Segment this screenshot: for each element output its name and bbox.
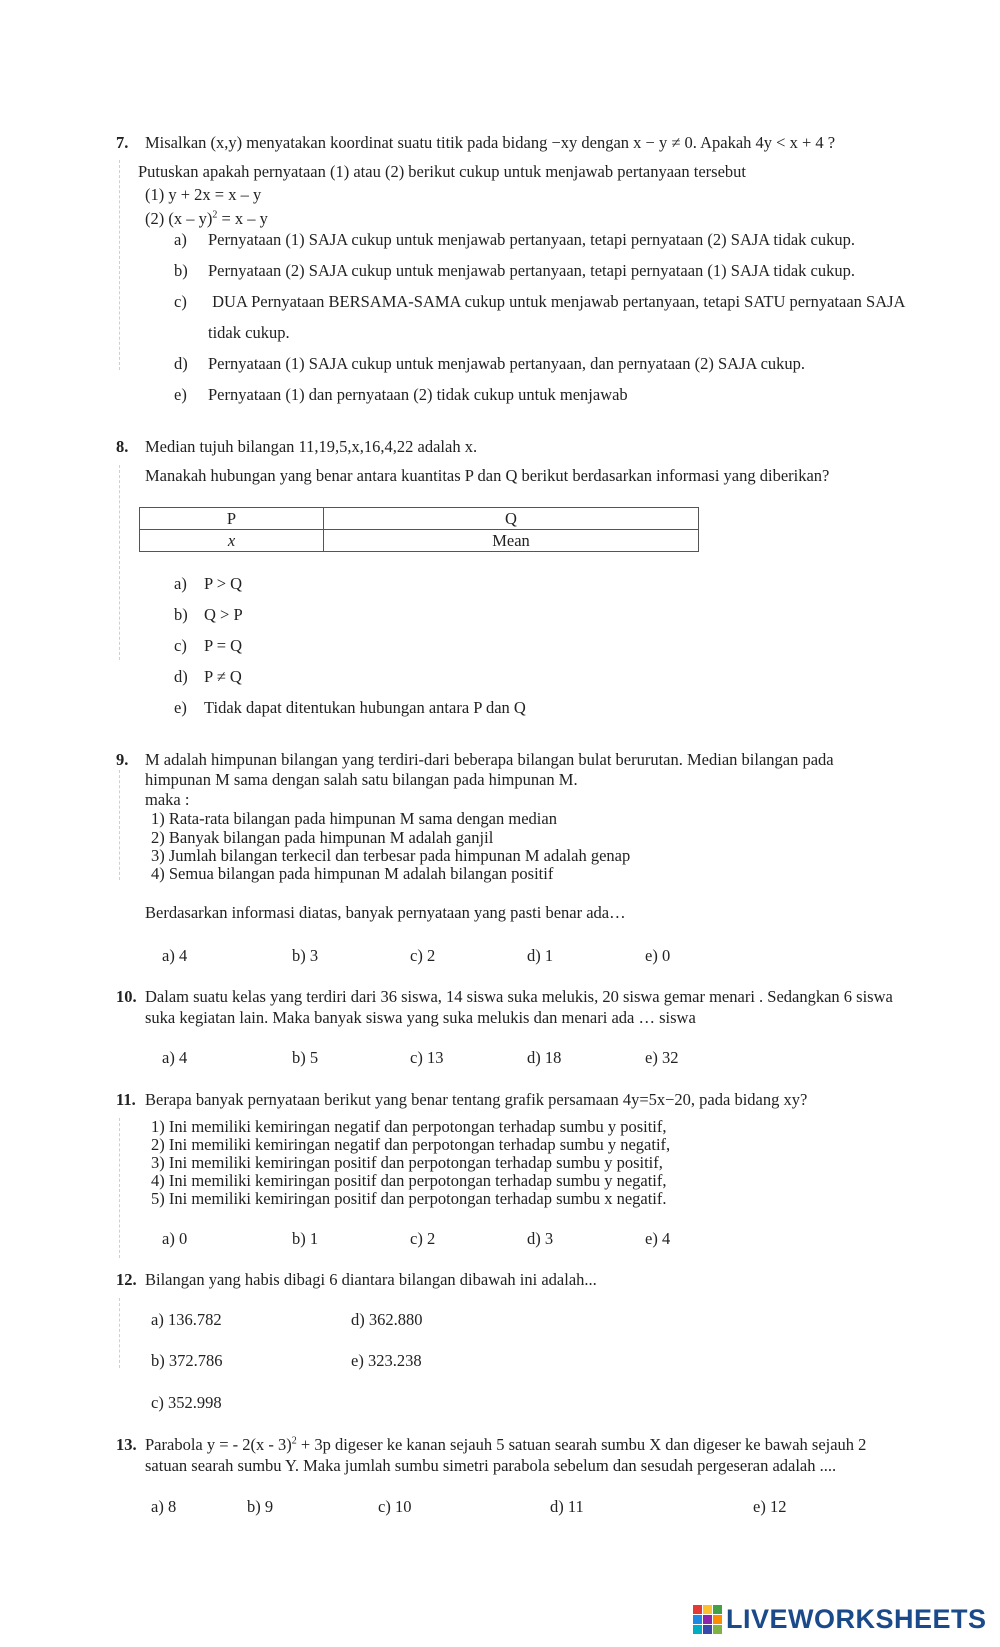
option-d[interactable]: d) P ≠ Q — [174, 667, 242, 686]
table-header-p: P — [140, 508, 324, 530]
statement-3: 3) Jumlah bilangan terkecil dan terbesar pada himpunan M adalah genap — [151, 846, 631, 865]
option-d[interactable]: d) 1 — [527, 946, 554, 965]
pq-table — [139, 507, 699, 552]
option-b[interactable]: b) 3 — [292, 946, 319, 965]
question-line-2: satuan searah sumbu Y. Maka jumlah sumbu simetri parabola sebelum dan sesudah pergeseran adalah .... — [145, 1456, 837, 1475]
liveworksheets-logo — [693, 1604, 987, 1634]
margin-rule — [119, 770, 120, 880]
option-b[interactable]: b) 9 — [247, 1497, 274, 1516]
question-line-2: himpunan M sama dengan salah satu bilangan pada himpunan M. — [145, 770, 578, 789]
option-e[interactable]: e) 32 — [645, 1048, 679, 1067]
question-stem: Berapa banyak pernyataan berikut yang benar tentang grafik persamaan 4y=5x−20, pada bidang xy? — [145, 1090, 808, 1109]
option-d[interactable]: d) Pernyataan (1) SAJA cukup untuk menjawab pertanyaan, dan pernyataan (2) SAJA cukup. — [174, 354, 806, 373]
option-b[interactable]: b) Pernyataan (2) SAJA cukup untuk menjawab pertanyaan, tetapi pernyataan (1) SAJA tidak cukup. — [174, 261, 855, 280]
question-stem: Misalkan (x,y) menyatakan koordinat suatu titik pada bidang −xy dengan x − y ≠ 0. Apakah 4y < x + 4 ? — [145, 133, 836, 152]
question-number: 12. — [116, 1270, 137, 1289]
statement-1: (1) y + 2x = x – y — [145, 185, 262, 204]
margin-rule — [119, 1118, 120, 1258]
margin-rule — [119, 160, 120, 370]
question-text: Berdasarkan informasi diatas, banyak pernyataan yang pasti benar ada… — [145, 903, 626, 922]
question-line-1: Parabola y = - 2(x - 3)$^2$ + 3p digeser ke kanan sejauh 5 satuan searah sumbu X dan digeser ke bawah sejauh 2 — [145, 1435, 867, 1454]
option-d[interactable]: d) 11 — [550, 1497, 584, 1516]
option-e[interactable]: e) 4 — [645, 1229, 671, 1248]
maka-label: maka : — [145, 790, 190, 809]
option-a[interactable]: a) P > Q — [174, 574, 243, 593]
logo-grid-icon — [693, 1605, 722, 1634]
option-b[interactable]: b) 372.786 — [151, 1351, 223, 1370]
option-d[interactable]: d) 18 — [527, 1048, 562, 1067]
question-line-1: Dalam suatu kelas yang terdiri dari 36 siswa, 14 siswa suka melukis, 20 siswa gemar menari . Sedangkan 6 siswa — [145, 987, 893, 1006]
statement-5: 5) Ini memiliki kemiringan positif dan perpotongan terhadap sumbu x negatif. — [151, 1189, 667, 1208]
margin-rule — [119, 1298, 120, 1368]
question-line-1: M adalah himpunan bilangan yang terdiri-dari beberapa bilangan bulat berurutan. Median bilangan pada — [145, 750, 834, 769]
option-d[interactable]: d) 362.880 — [351, 1310, 423, 1329]
option-c[interactable]: c) 2 — [410, 946, 436, 965]
option-e[interactable]: e) Tidak dapat ditentukan hubungan antara P dan Q — [174, 698, 526, 717]
option-d[interactable]: d) 3 — [527, 1229, 554, 1248]
option-a[interactable]: a) 136.782 — [151, 1310, 222, 1329]
option-a[interactable]: a) 0 — [162, 1229, 188, 1248]
table-header-q: Q — [324, 508, 699, 530]
option-a[interactable]: a) 4 — [162, 946, 188, 965]
option-a[interactable]: a) Pernyataan (1) SAJA cukup untuk menjawab pertanyaan, tetapi pernyataan (2) SAJA tidak cukup. — [174, 230, 855, 249]
question-number: 9. — [116, 750, 129, 769]
question-number: 13. — [116, 1435, 137, 1454]
statement-4: 4) Semua bilangan pada himpunan M adalah bilangan positif — [151, 864, 554, 883]
table-cell-q: Mean — [324, 530, 699, 552]
option-c[interactable]: c) 13 — [410, 1048, 444, 1067]
statement-2: 2) Ini memiliki kemiringan negatif dan perpotongan terhadap sumbu y negatif, — [151, 1135, 671, 1154]
statement-2: 2) Banyak bilangan pada himpunan M adalah ganjil — [151, 828, 494, 847]
option-b[interactable]: b) 1 — [292, 1229, 319, 1248]
option-b[interactable]: b) 5 — [292, 1048, 319, 1067]
statement-2: (2) (x – y)$^2$ = x – y — [145, 209, 268, 228]
question-number: 10. — [116, 987, 137, 1006]
option-e[interactable]: e) Pernyataan (1) dan pernyataan (2) tidak cukup untuk menjawab — [174, 385, 628, 404]
statement-1: 1) Ini memiliki kemiringan negatif dan perpotongan terhadap sumbu y positif, — [151, 1117, 667, 1136]
option-c[interactable]: c) 2 — [410, 1229, 436, 1248]
table-cell-p: x — [140, 530, 324, 552]
question-number: 8. — [116, 437, 129, 456]
option-b[interactable]: b) Q > P — [174, 605, 243, 624]
question-stem: Median tujuh bilangan 11,19,5,x,16,4,22 adalah x. — [145, 437, 478, 456]
statement-1: 1) Rata-rata bilangan pada himpunan M sama dengan median — [151, 809, 557, 828]
question-stem: Bilangan yang habis dibagi 6 diantara bilangan dibawah ini adalah... — [145, 1270, 597, 1289]
statement-3: 3) Ini memiliki kemiringan positif dan perpotongan terhadap sumbu y positif, — [151, 1153, 663, 1172]
option-e[interactable]: e) 0 — [645, 946, 671, 965]
statement-4: 4) Ini memiliki kemiringan positif dan perpotongan terhadap sumbu y negatif, — [151, 1171, 667, 1190]
logo-text: LIVEWORKSHEETS — [726, 1603, 987, 1634]
option-a[interactable]: a) 8 — [151, 1497, 177, 1516]
option-c-continued: tidak cukup. — [208, 323, 290, 342]
question-text: Manakah hubungan yang benar antara kuantitas P dan Q berikut berdasarkan informasi yang diberikan? — [145, 466, 830, 485]
question-line-2: suka kegiatan lain. Maka banyak siswa yang suka melukis dan menari ada … siswa — [145, 1008, 696, 1027]
question-number: 11. — [116, 1090, 136, 1109]
option-c[interactable]: c) DUA Pernyataan BERSAMA-SAMA cukup untuk menjawab pertanyaan, tetapi SATU pernyataan SAJA — [174, 292, 906, 311]
option-a[interactable]: a) 4 — [162, 1048, 188, 1067]
option-c[interactable]: c) 352.998 — [151, 1393, 222, 1412]
margin-rule — [119, 465, 120, 660]
option-e[interactable]: e) 323.238 — [351, 1351, 422, 1370]
option-c[interactable]: c) P = Q — [174, 636, 243, 655]
option-c[interactable]: c) 10 — [378, 1497, 412, 1516]
question-number: 7. — [116, 133, 129, 152]
option-e[interactable]: e) 12 — [753, 1497, 787, 1516]
instruction-text: Putuskan apakah pernyataan (1) atau (2) berikut cukup untuk menjawab pertanyaan tersebut — [138, 162, 746, 181]
